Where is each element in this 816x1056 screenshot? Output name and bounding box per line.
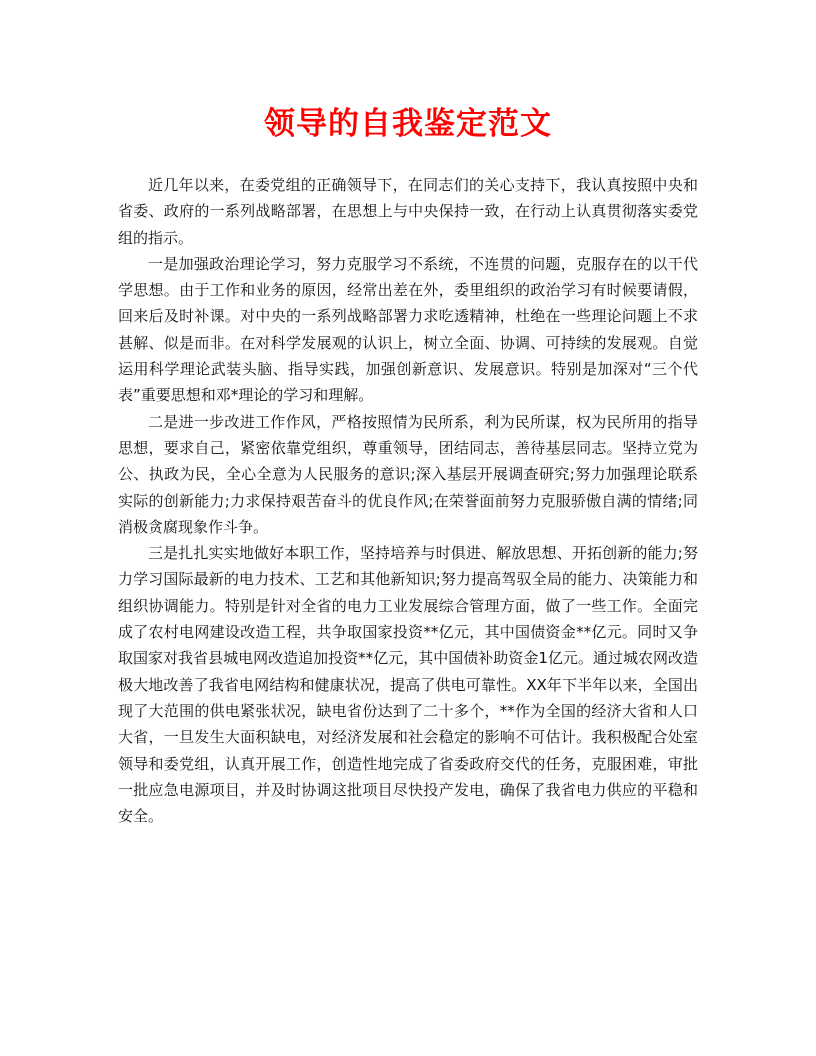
document-body bbox=[118, 172, 698, 829]
paragraph-duties: 三是扎扎实实地做好本职工作，坚持培养与时俱进、解放思想、开拓创新的能力;努力学习国际最新的电力技术、工艺和其他新知识;努力提高驾驭全局的能力、决策能力和组织协调能力。特别是针对全省的电力工业发展综合管理方面，做了一些工作。全面完成了农村电网建设改造工程，共争取国家投资**亿元，其中国债资金**亿元。同时又争取国家对我省县城电网改造追加投资**亿元，其中国债补助资金1亿元。通过城农网改造极大地改善了我省电网结构和健康状况，提高了供电可靠性。XX年下半年以来，全国出现了大范围的供电紧张状况，缺电省份达到了二十多个，**作为全国的经济大省和人口大省，一旦发生大面积缺电，对经济发展和社会稳定的影响不可估计。我积极配合处室领导和委党组，认真开展工作，创造性地完成了省委政府交代的任务，克服困难，审批一批应急电源项目，并及时协调这批项目尽快投产发电，确保了我省电力供应的平稳和安全。 bbox=[118, 544, 698, 826]
paragraph-political-study: 一是加强政治理论学习，努力克服学习不系统，不连贯的问题，克服存在的以干代学思想。由于工作和业务的原因，经常出差在外，委里组织的政治学习有时候要请假，回来后及时补课。对中央的一系列战略部署力求吃透精神，杜绝在一些理论问题上不求甚解、似是而非。在对科学发展观的认识上，树立全面、协调、可持续的发展观。自觉运用科学理论武装头脑、指导实践，加强创新意识、发展意识。特别是加深对“三个代表”重要思想和邓*理论的学习和理解。 bbox=[118, 254, 698, 405]
paragraph-intro: 近几年以来，在委党组的正确领导下，在同志们的关心支持下，我认真按照中央和省委、政府的一系列战略部署，在思想上与中央保持一致，在行动上认真贯彻落实委党组的指示。 bbox=[118, 176, 698, 247]
document-title: 领导的自我鉴定范文 bbox=[264, 106, 552, 142]
paragraph-work-style: 二是进一步改进工作作风，严格按照情为民所系，利为民所谋，权为民所用的指导思想，要求自己，紧密依靠党组织，尊重领导，团结同志，善待基层同志。坚持立党为公、执政为民，全心全意为人民服务的意识;深入基层开展调查研究;努力加强理论联系实际的创新能力;力求保持艰苦奋斗的优良作风;在荣誉面前努力克服骄傲自满的情绪;同消极贪腐现象作斗争。 bbox=[118, 412, 698, 536]
